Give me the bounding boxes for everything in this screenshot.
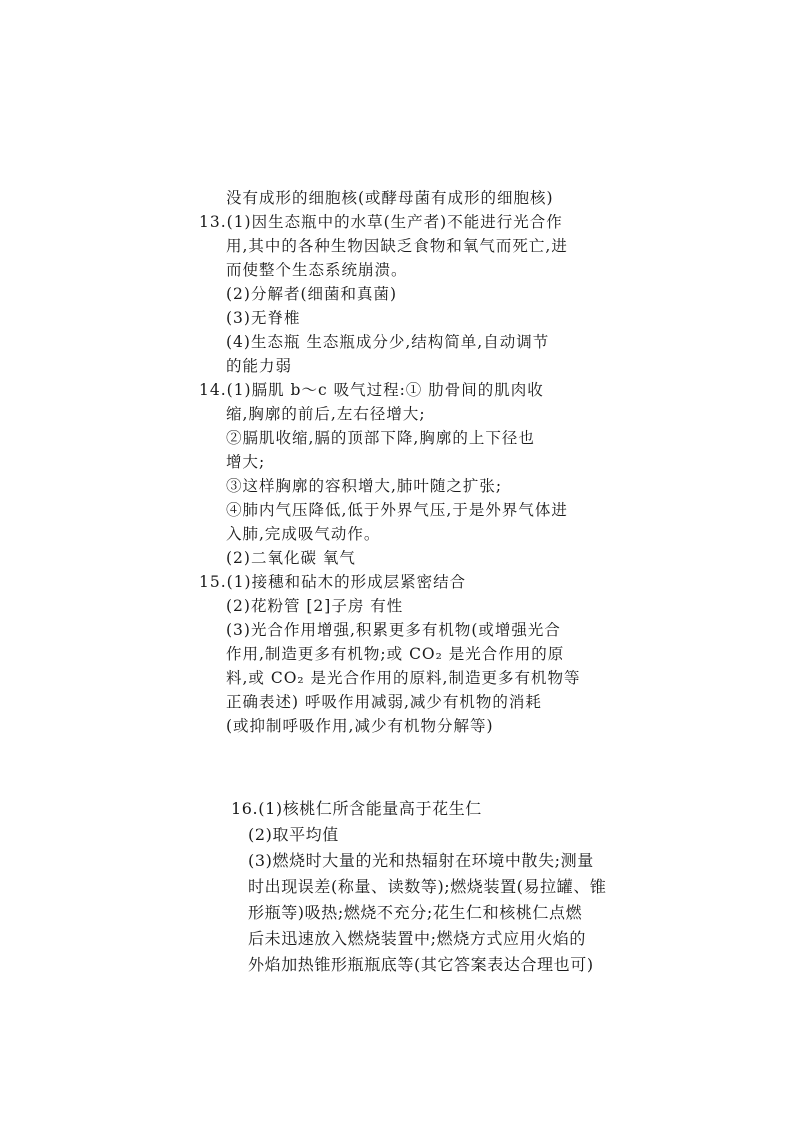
question-13-line: 13.(1)因生态瓶中的水草(生产者)不能进行光合作 bbox=[199, 213, 563, 231]
text-line: 形瓶等)吸热;燃烧不充分;花生仁和核桃仁点燃 bbox=[248, 903, 583, 922]
text-line: ④肺内气压降低,低于外界气压,于是外界气体进 bbox=[226, 501, 568, 519]
text-line: 增大; bbox=[226, 453, 266, 471]
text-line: 缩,胸廓的前后,左右径增大; bbox=[226, 405, 426, 423]
text-line: 的能力弱 bbox=[226, 357, 293, 375]
text-line: (或抑制呼吸作用,减少有机物分解等) bbox=[226, 717, 494, 735]
text-line: (2)二氧化碳 氧气 bbox=[226, 549, 356, 567]
text-line: (2)取平均值 bbox=[248, 825, 339, 844]
text-line: 料,或 CO₂ 是光合作用的原料,制造更多有机物等 bbox=[226, 669, 581, 687]
question-14-line: 14.(1)膈肌 b～c 吸气过程:① 肋骨间的肌肉收 bbox=[199, 381, 544, 399]
text-line: ③这样胸廓的容积增大,肺叶随之扩张; bbox=[226, 477, 503, 495]
text-line: 后未迅速放入燃烧装置中;燃烧方式应用火焰的 bbox=[248, 929, 586, 948]
text-line: (3)无脊椎 bbox=[226, 309, 301, 327]
text-line: (2)分解者(细菌和真菌) bbox=[226, 285, 398, 303]
text-line: 入肺,完成吸气动作。 bbox=[226, 525, 381, 543]
text-line: (3)燃烧时大量的光和热辐射在环境中散失;测量 bbox=[248, 851, 594, 870]
question-15-line: 15.(1)接穗和砧木的形成层紧密结合 bbox=[199, 573, 467, 591]
text-line: 而使整个生态系统崩溃。 bbox=[226, 261, 408, 279]
text-line: 用,其中的各种生物因缺乏食物和氧气而死亡,进 bbox=[226, 237, 568, 255]
text-line: 没有成形的细胞核(或酵母菌有成形的细胞核) bbox=[226, 189, 554, 207]
text-line: (4)生态瓶 生态瓶成分少,结构简单,自动调节 bbox=[226, 333, 550, 351]
text-line: (3)光合作用增强,积累更多有机物(或增强光合 bbox=[226, 621, 561, 639]
text-line: 外焰加热锥形瓶瓶底等(其它答案表达合理也可) bbox=[248, 955, 594, 974]
text-line: (2)花粉管 [2]子房 有性 bbox=[226, 597, 404, 615]
text-line: ②膈肌收缩,膈的顶部下降,胸廓的上下径也 bbox=[226, 429, 535, 447]
text-line: 时出现误差(称量、读数等);燃烧装置(易拉罐、锥 bbox=[248, 877, 607, 896]
text-line: 正确表述) 呼吸作用减弱,减少有机物的消耗 bbox=[226, 693, 542, 711]
question-16-line: 16.(1)核桃仁所含能量高于花生仁 bbox=[231, 799, 482, 818]
text-line: 作用,制造更多有机物;或 CO₂ 是光合作用的原 bbox=[226, 645, 565, 663]
